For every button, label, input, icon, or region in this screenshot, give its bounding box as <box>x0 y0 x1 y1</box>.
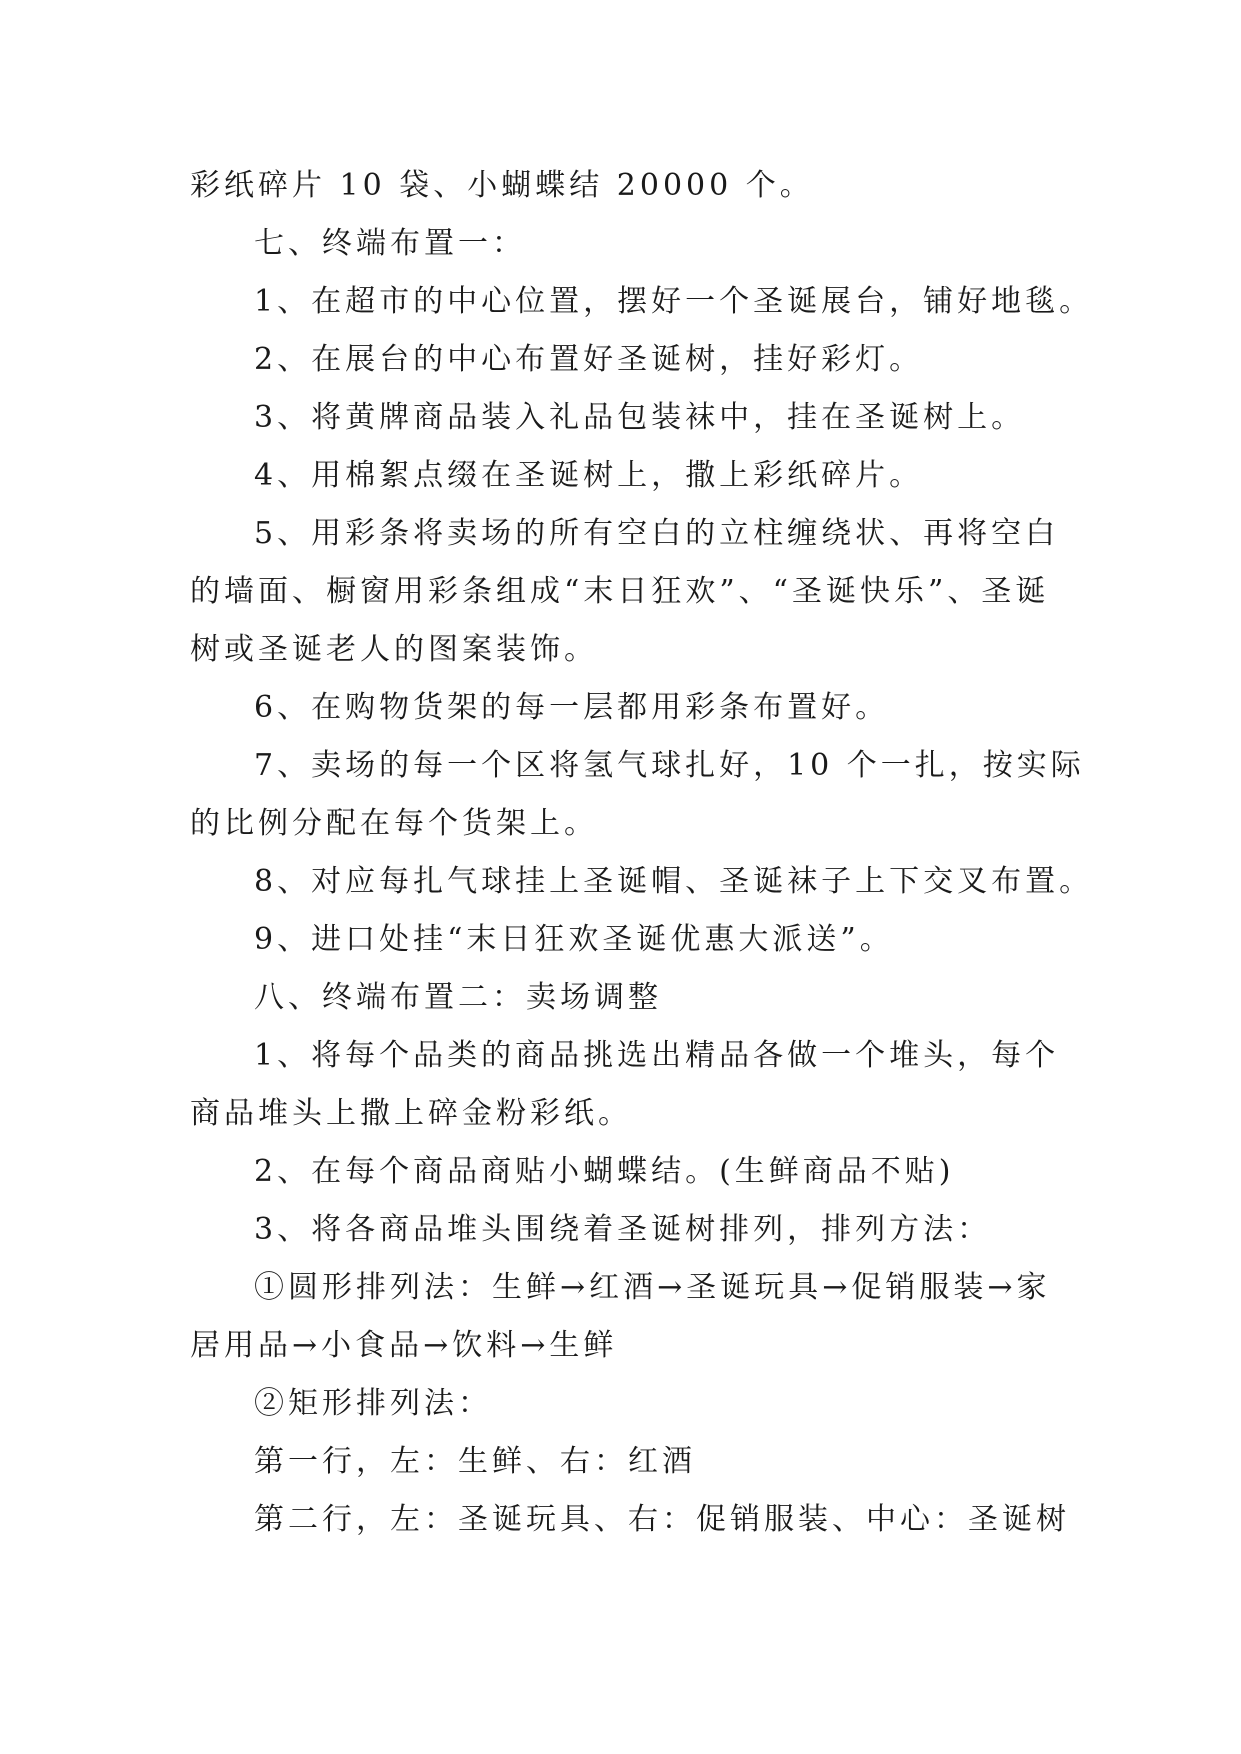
text-line: 的墙面、橱窗用彩条组成“末日狂欢”、“圣诞快乐”、圣诞 <box>190 574 1050 609</box>
list-item: 3、将各商品堆头围绕着圣诞树排列，排列方法： <box>254 1212 992 1247</box>
list-item: 第二行，左：圣诞玩具、右：促销服装、中心：圣诞树 <box>254 1502 1070 1537</box>
document-page <box>190 0 1094 1754</box>
list-item: 2、在展台的中心布置好圣诞树，挂好彩灯。 <box>254 342 924 377</box>
text-line: 的比例分配在每个货架上。 <box>190 806 598 841</box>
list-item: 第一行，左：生鲜、右：红酒 <box>254 1444 696 1479</box>
list-item: ①圆形排列法：生鲜→红酒→圣诞玩具→促销服装→家 <box>254 1270 1051 1305</box>
text-line: 居用品→小食品→饮料→生鲜 <box>190 1328 618 1363</box>
section-heading: 七、终端布置一： <box>254 226 526 261</box>
section-heading: 八、终端布置二：卖场调整 <box>254 980 662 1015</box>
list-item: 4、用棉絮点缀在圣诞树上，撒上彩纸碎片。 <box>254 458 924 493</box>
list-item: 1、将每个品类的商品挑选出精品各做一个堆头，每个 <box>254 1038 1060 1073</box>
list-item: 1、在超市的中心位置，摆好一个圣诞展台，铺好地毯。 <box>254 284 1094 319</box>
text-line: 商品堆头上撒上碎金粉彩纸。 <box>190 1096 632 1131</box>
list-item: 3、将黄牌商品装入礼品包装袜中，挂在圣诞树上。 <box>254 400 1026 435</box>
list-item: ②矩形排列法： <box>254 1386 492 1421</box>
list-item: 2、在每个商品商贴小蝴蝶结。(生鲜商品不贴) <box>254 1154 955 1189</box>
list-item: 6、在购物货架的每一层都用彩条布置好。 <box>254 690 890 725</box>
list-item: 8、对应每扎气球挂上圣诞帽、圣诞袜子上下交叉布置。 <box>254 864 1094 899</box>
list-item: 7、卖场的每一个区将氢气球扎好，10 个一扎，按实际 <box>254 748 1085 783</box>
text-line: 彩纸碎片 10 袋、小蝴蝶结 20000 个。 <box>190 168 814 203</box>
text-line: 树或圣诞老人的图案装饰。 <box>190 632 598 667</box>
list-item: 5、用彩条将卖场的所有空白的立柱缠绕状、再将空白 <box>254 516 1060 551</box>
list-item: 9、进口处挂“末日狂欢圣诞优惠大派送”。 <box>254 922 894 957</box>
